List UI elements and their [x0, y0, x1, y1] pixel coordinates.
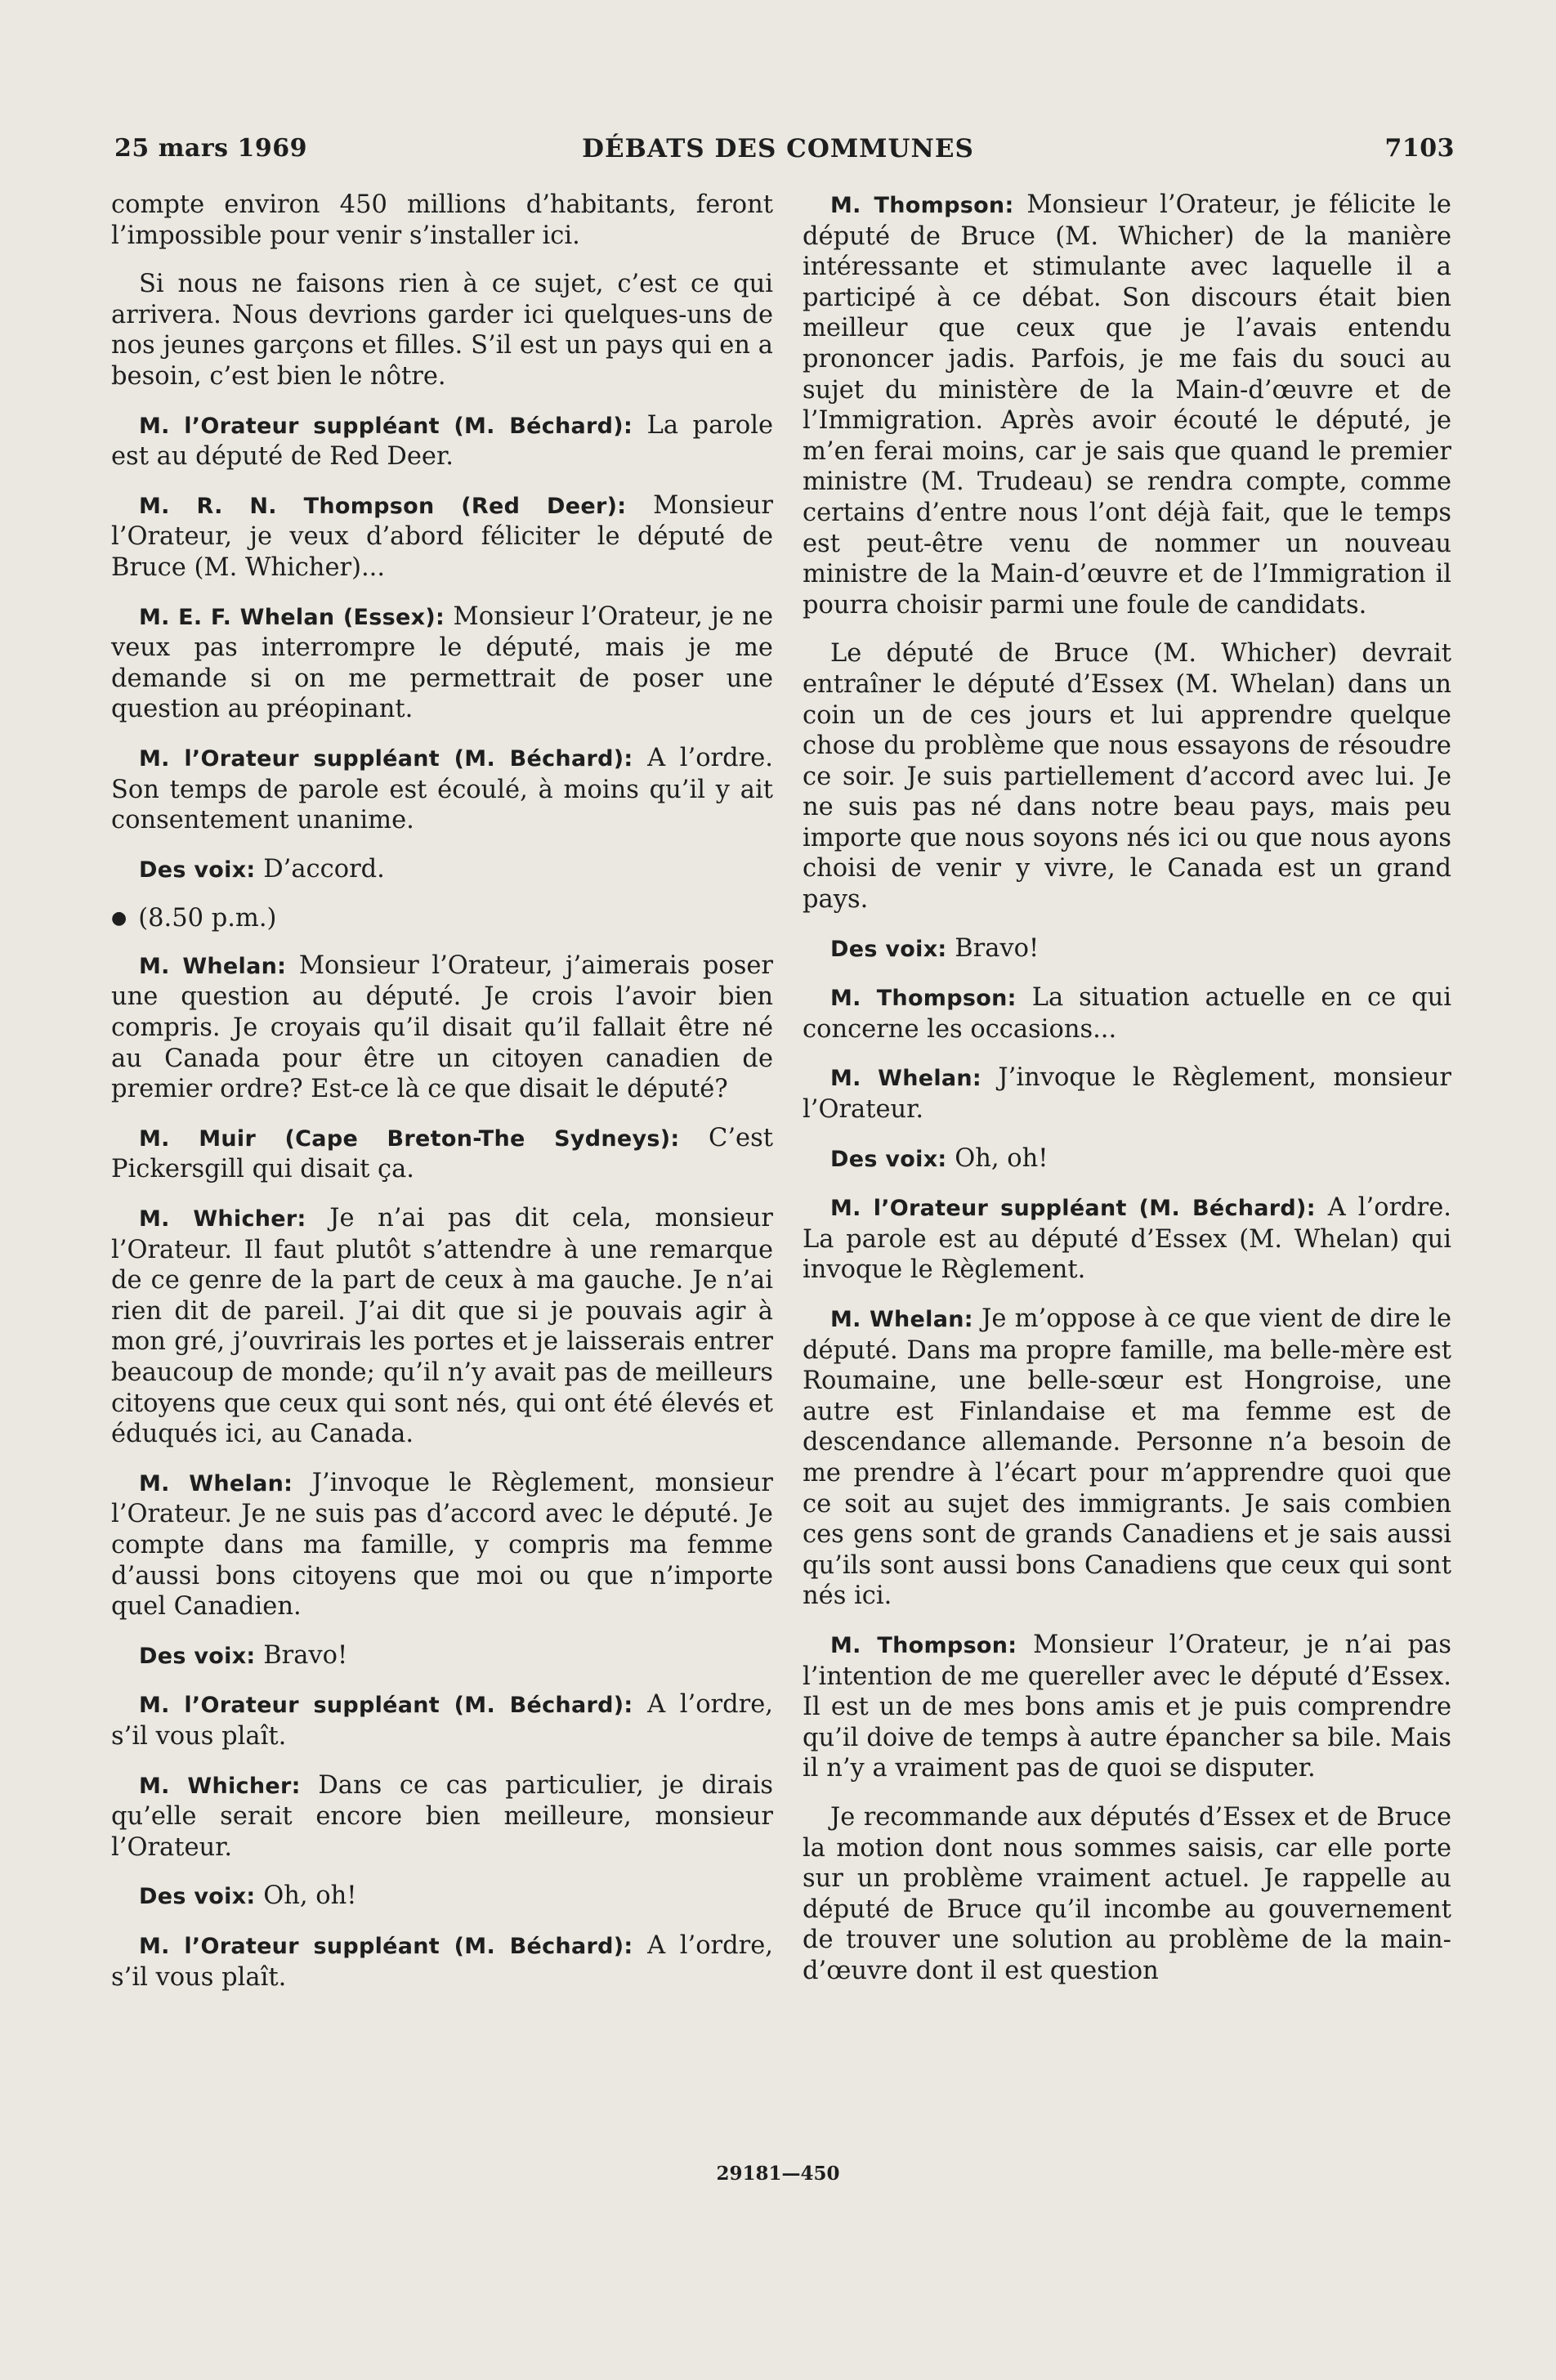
page-date: 25 mars 1969 — [114, 134, 308, 163]
paragraph — [111, 1930, 773, 1993]
footer-code: 29181—450 — [716, 2163, 840, 2185]
speaker-name: M. l’Orateur suppléant (M. Béchard): — [139, 745, 633, 772]
paragraph — [803, 1143, 1451, 1175]
paragraph — [803, 190, 1451, 620]
paragraph-text: (8.50 p.m.) — [138, 904, 277, 933]
paragraph — [803, 1192, 1451, 1286]
speaker-name: Des voix: — [139, 1643, 256, 1669]
paragraph-text: J’invoque le Règlement, monsieur l’Orateur. — [803, 1063, 1451, 1125]
speaker-name: M. Whelan: — [830, 1066, 982, 1092]
paragraph-text: Monsieur l’Orateur, je veux d’abord féliciter le député de Bruce (M. Whicher)... — [111, 490, 773, 582]
paragraph-text: Dans ce cas particulier, je dirais qu’elle serait encore bien meilleure, monsieur l’Orateur. — [111, 1770, 773, 1862]
paragraph — [803, 1630, 1451, 1784]
paragraph — [803, 1062, 1451, 1125]
speaker-name: Des voix: — [830, 936, 947, 962]
paragraph-text: Bravo! — [263, 1640, 348, 1670]
paragraph — [111, 1640, 773, 1672]
speaker-name: Des voix: — [139, 1884, 256, 1910]
paragraph-text: Monsieur l’Orateur, je ne veux pas interrompre le député, mais je me demande si on me permettrait de poser une question au préopinant. — [111, 602, 773, 724]
speaker-name: M. Thompson: — [830, 193, 1014, 218]
left-column — [111, 190, 773, 2011]
paragraph — [803, 1304, 1451, 1612]
paragraph-text: A l’ordre, s’il vous plaît. — [111, 1690, 773, 1751]
paragraph — [111, 490, 773, 584]
speaker-name: M. Thompson: — [830, 1632, 1017, 1658]
paragraph — [111, 190, 773, 251]
speaker-name: M. Whelan: — [139, 953, 287, 979]
speaker-name: M. l’Orateur suppléant (M. Béchard): — [830, 1196, 1316, 1222]
paragraph-text: J’invoque le Règlement, monsieur l’Orateur. Je ne suis pas d’accord avec le député. Je compte dans ma famille, y compris ma femme d’aussi bons citoyens que moi ou que n’importe quel Canadien. — [111, 1468, 773, 1622]
paragraph-text: Je recommande aux députés d’Essex et de Bruce la motion dont nous sommes saisis, car elle porte sur un problème vraiment actuel. Je rappelle au député de Bruce qu’il incombe au gouvernement de trouver une solution au problème de la main-d’œuvre dont il est question — [803, 1802, 1451, 1985]
paragraph — [803, 982, 1451, 1045]
speaker-name: M. Whelan: — [139, 1470, 293, 1496]
paragraph — [111, 1881, 773, 1912]
paragraph — [111, 854, 773, 886]
paragraph — [111, 1468, 773, 1622]
paragraph-text: Le député de Bruce (M. Whicher) devrait entraîner le député d’Essex (M. Whelan) dans un coin un de ces jours et lui apprendre quelque chose du problème que nous essayons de résoudre ce soir. Je suis partiellement d’accord avec lui. Je ne suis pas né dans notre beau pays, mais peu importe que nous soyons nés ici ou que nous ayons choisi de venir y vivre, le Canada est un grand pays. — [803, 639, 1451, 915]
paragraph — [111, 410, 773, 472]
paragraph-text: Si nous ne faisons rien à ce sujet, c’est ce qui arrivera. Nous devrions garder ici quelques-uns de nos jeunes garçons et filles. S’il est un pays qui en a besoin, c’est bien le nôtre. — [111, 270, 773, 391]
paragraph-text: Bravo! — [955, 933, 1040, 963]
paragraph-text: Je n’ai pas dit cela, monsieur l’Orateur. Il faut plutôt s’attendre à une remarque de ce genre de la part de ceux à ma gauche. Je n’ai rien dit de pareil. J’ai dit que si je pouvais agir à mon gré, j’ouvrirais les portes et je laisserais entrer beaucoup de monde; qu’il n’y avait pas de meilleurs citoyens que ceux qui sont nés, qui ont été élevés et éduqués ici, au Canada. — [111, 1204, 773, 1449]
speaker-name: M. Muir (Cape Breton-The Sydneys): — [139, 1125, 680, 1152]
paragraph — [111, 1689, 773, 1751]
paragraph-text: Monsieur l’Orateur, j’aimerais poser une question au député. Je crois l’avoir bien compris. Je croyais qu’il disait qu’il fallait être né au Canada pour être un citoyen canadien de premier ordre? Est-ce là ce que disait le député? — [111, 951, 773, 1104]
paragraph — [803, 1802, 1451, 1987]
paragraph-text: Je m’oppose à ce que vient de dire le député. Dans ma propre famille, ma belle-mère est Roumaine, une belle-sœur est Hongroise, une autre est Finlandaise et ma femme est de descendance allemande. Personne n’a besoin de me prendre à l’écart pour m’apprendre quoi que ce soit au sujet des immigrants. Je sais combien ces gens sont de grands Canadiens et je sais aussi qu’ils sont aussi bons Canadiens que ceux qui sont nés ici. — [803, 1304, 1452, 1611]
paragraph — [111, 743, 773, 836]
paragraph-text: D’accord. — [263, 854, 385, 884]
speaker-name: M. Whicher: — [139, 1206, 306, 1232]
speaker-name: M. Whelan: — [830, 1307, 973, 1332]
speaker-name: M. Thompson: — [830, 986, 1017, 1012]
paragraph — [803, 933, 1451, 965]
paragraph — [111, 1123, 773, 1185]
paragraph — [111, 951, 773, 1105]
paragraph-text: A l’ordre. La parole est au député d’Essex (M. Whelan) qui invoque le Règlement. — [803, 1193, 1451, 1285]
paragraph-text: La situation actuelle en ce qui concerne les occasions... — [803, 983, 1452, 1044]
paragraph-text: compte environ 450 millions d’habitants, feront l’impossible pour venir s’installer ici. — [111, 190, 773, 250]
paragraph — [111, 1770, 773, 1863]
speaker-name: Des voix: — [139, 857, 256, 883]
paragraph — [111, 602, 773, 725]
page-number: 7103 — [1384, 134, 1455, 163]
speaker-name: M. l’Orateur suppléant (M. Béchard): — [139, 1693, 633, 1719]
speaker-name: Des voix: — [830, 1146, 947, 1172]
speaker-name: M. Whicher: — [139, 1773, 301, 1799]
paragraph-text: Monsieur l’Orateur, je félicite le député de Bruce (M. Whicher) de la manière intéressante et stimulante avec laquelle il a participé à ce débat. Son discours était bien meilleur que ceux que je l’avais entendu prononcer jadis. Parfois, je me fais du souci au sujet du ministère de la Main-d’œuvre et de l’Immigration. Après avoir écouté le député, je m’en ferai moins, car je sais que quand le premier ministre (M. Trudeau) se rendra compte, comme certains d’entre nous l’ont déjà fait, que le temps est peut-être venu de nommer un nouveau ministre de la Main-d’œuvre et de l’Immigration il pourra choisir parmi une foule de candidats. — [803, 190, 1451, 620]
speaker-name: M. l’Orateur suppléant (M. Béchard): — [139, 413, 633, 439]
paragraph-text: Oh, oh! — [955, 1143, 1049, 1173]
speaker-name: M. l’Orateur suppléant (M. Béchard): — [139, 1933, 633, 1959]
paragraph-text: C’est Pickersgill qui disait ça. — [111, 1123, 773, 1184]
speaker-name: M. R. N. Thompson (Red Deer): — [139, 493, 627, 519]
paragraph — [111, 1203, 773, 1450]
paragraph-text: Oh, oh! — [263, 1881, 357, 1911]
paragraph-text: A l’ordre. Son temps de parole est écoulé, à moins qu’il y ait consentement unanime. — [111, 743, 773, 835]
page-title: DÉBATS DES COMMUNES — [582, 134, 974, 163]
speaker-name: M. E. F. Whelan (Essex): — [139, 604, 445, 630]
paragraph-text: La parole est au député de Red Deer. — [111, 410, 773, 472]
paragraph-text: A l’ordre, s’il vous plaît. — [111, 1930, 773, 1992]
paragraph — [803, 638, 1451, 915]
bullet-icon: ● — [111, 908, 127, 929]
paragraph — [111, 269, 773, 391]
paragraph-text: Monsieur l’Orateur, je n’ai pas l’intention de me quereller avec le député d’Essex. Il est un de mes bons amis et je puis comprendre qu’il doive de temps à autre épancher sa bile. Mais il n’y a vraiment pas de quoi se disputer. — [803, 1630, 1451, 1783]
right-column — [803, 190, 1451, 2004]
paragraph — [111, 903, 773, 934]
